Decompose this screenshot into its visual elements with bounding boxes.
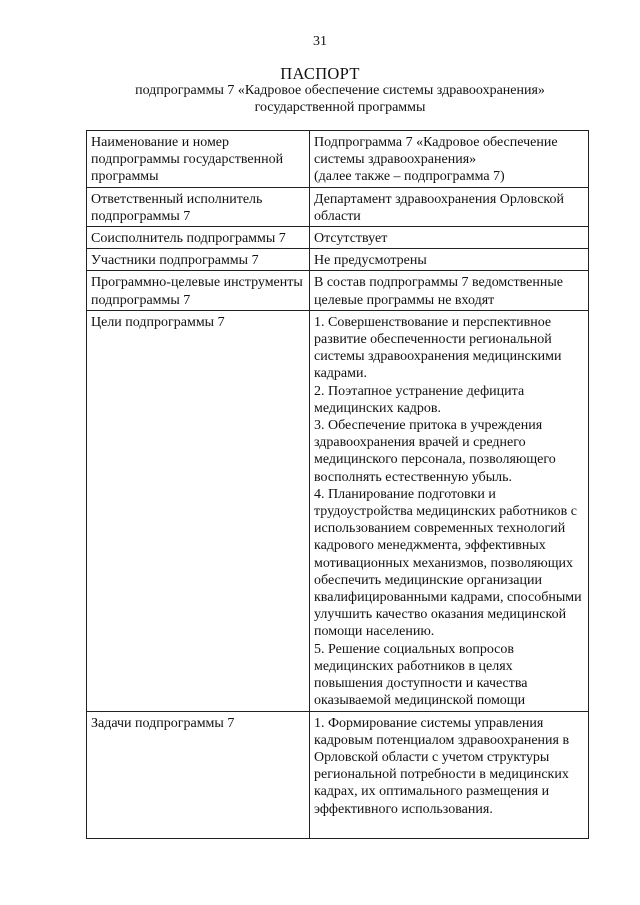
row-value: 1. Совершенствование и перспективное развитие обеспеченности региональной системы здравоохранения медицинскими кадрами. 2. Поэтапное устранение дефицита медицинских кадров. 3. Обеспечение притока в учреждения здравоохранения врачей и среднего медицинского персонала, позволяющего восполнять естественную убыль. 4. Планирование подготовки и трудоустройства медицинских работников с использованием современных технологий кадрового менеджмента, эффективных мотивационных механизмов, позволяющих обеспечить медицинские организации квалифицированными кадрами, способными улучшить качество оказания медицинской помощи населению. 5. Решение социальных вопросов медицинских работников в целях повышения доступности и качества оказываемой медицинской помощи <box>310 310 589 711</box>
table-row <box>87 711 589 838</box>
row-label: Соисполнитель подпрограммы 7 <box>87 227 310 249</box>
document-title: ПАСПОРТ <box>280 64 360 83</box>
row-value: В состав подпрограммы 7 ведомственные целевые программы не входят <box>310 271 589 310</box>
document-subtitle <box>80 82 600 116</box>
table-row <box>87 131 589 188</box>
row-value: Подпрограмма 7 «Кадровое обеспечение системы здравоохранения» (далее также – подпрограмма 7) <box>310 131 589 188</box>
row-label: Ответственный исполнитель подпрограммы 7 <box>87 187 310 226</box>
row-value: Не предусмотрены <box>310 249 589 271</box>
table-row <box>87 271 589 310</box>
table-row <box>87 310 589 711</box>
row-value: 1. Формирование системы управления кадровым потенциалом здравоохранения в Орловской области с учетом структуры региональной потребности в медицинских кадрах, их оптимального размещения и эффективного использования. <box>310 711 589 838</box>
page-number: 31 <box>313 34 327 49</box>
table-row <box>87 187 589 226</box>
table-row <box>87 249 589 271</box>
table-row <box>87 227 589 249</box>
subtitle-line-1: подпрограммы 7 «Кадровое обеспечение системы здравоохранения» <box>135 83 545 98</box>
subtitle-line-2: государственной программы <box>254 100 426 115</box>
row-label: Цели подпрограммы 7 <box>87 310 310 711</box>
row-label: Программно-целевые инструменты подпрограммы 7 <box>87 271 310 310</box>
row-label: Задачи подпрограммы 7 <box>87 711 310 838</box>
row-label: Участники подпрограммы 7 <box>87 249 310 271</box>
row-value: Департамент здравоохранения Орловской области <box>310 187 589 226</box>
passport-table <box>86 130 589 839</box>
row-label: Наименование и номер подпрограммы государственной программы <box>87 131 310 188</box>
row-value: Отсутствует <box>310 227 589 249</box>
